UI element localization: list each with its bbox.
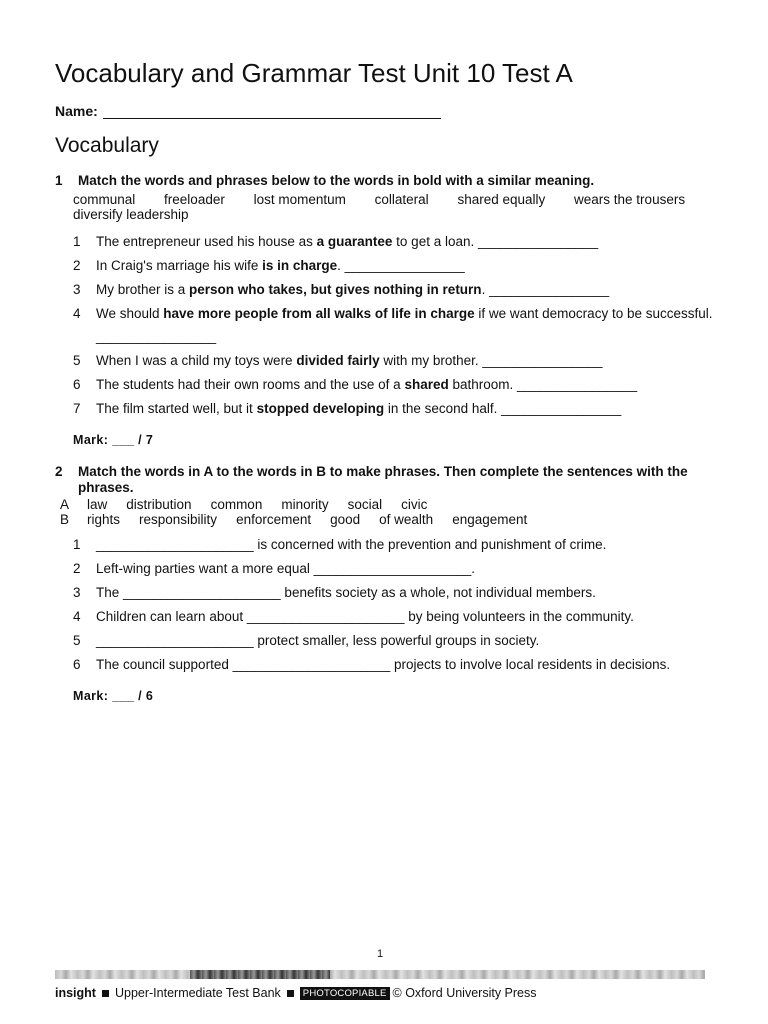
- brand-logo: insight: [55, 986, 96, 1000]
- name-field[interactable]: [103, 104, 441, 119]
- row-a-word: minority: [281, 497, 329, 512]
- list-item: [73, 230, 715, 253]
- section-heading-vocabulary: Vocabulary: [55, 134, 159, 157]
- row-a: [60, 497, 715, 512]
- item-text: When I was a child my toys were divided fairly with my brother. ________________: [96, 353, 603, 368]
- list-item: [73, 349, 715, 372]
- item-text: _____________________ is concerned with the prevention and punishment of crime.: [96, 537, 607, 552]
- footer: [55, 986, 537, 1000]
- publisher: © Oxford University Press: [392, 986, 537, 1000]
- list-item: [73, 653, 715, 676]
- row-b-word: responsibility: [139, 512, 218, 527]
- square-bullet-icon: [287, 990, 294, 997]
- task-1-instruction: [55, 173, 715, 189]
- row-a-word: civic: [401, 497, 428, 512]
- item-number: 2: [73, 561, 81, 576]
- list-item: [73, 605, 715, 628]
- task-1-number: 1: [55, 173, 63, 188]
- row-a-word: law: [87, 497, 108, 512]
- book-title: Upper-Intermediate Test Bank: [114, 986, 281, 1000]
- item-number: 2: [73, 258, 81, 273]
- word-bank-item: diversify leadership: [73, 207, 189, 222]
- page-number: 1: [376, 948, 384, 960]
- item-text: The students had their own rooms and the use of a shared bathroom. ________________: [96, 377, 638, 392]
- word-bank: [73, 192, 715, 222]
- item-number: 5: [73, 633, 81, 648]
- task-2-number: 2: [55, 464, 63, 479]
- word-bank-item: freeloader: [164, 192, 225, 207]
- item-text: My brother is a person who takes, but gives nothing in return. ________________: [96, 282, 610, 297]
- item-number: 5: [73, 353, 81, 368]
- item-number: 1: [73, 234, 81, 249]
- word-bank-item: lost momentum: [253, 192, 346, 207]
- task-2: [55, 464, 715, 703]
- task-2-instruction-text: Match the words in A to the words in B to make phrases. Then complete the sentences with the phrases.: [78, 464, 688, 495]
- item-number: 6: [73, 377, 81, 392]
- row-b-word: enforcement: [236, 512, 312, 527]
- footer-decorative-band: [55, 970, 705, 979]
- item-number: 4: [73, 306, 81, 321]
- item-text: The council supported _____________________ projects to involve local residents in decisions.: [96, 657, 671, 672]
- photocopiable-badge: PHOTOCOPIABLE: [300, 987, 390, 1000]
- task-1: [55, 173, 715, 447]
- item-number: 4: [73, 609, 81, 624]
- page-title: Vocabulary and Grammar Test Unit 10 Test A: [55, 58, 573, 88]
- list-item: [73, 397, 715, 420]
- task-1-items: [73, 230, 715, 420]
- word-bank-item: communal: [73, 192, 136, 207]
- list-item: [73, 557, 715, 580]
- item-number: 3: [73, 282, 81, 297]
- task-2-items: [73, 533, 715, 676]
- list-item: [73, 302, 715, 348]
- row-a-label: A: [60, 497, 70, 512]
- word-bank-item: shared equally: [457, 192, 546, 207]
- word-bank-item: wears the trousers: [574, 192, 686, 207]
- item-number: 6: [73, 657, 81, 672]
- word-bank-item: collateral: [374, 192, 429, 207]
- list-item: [73, 629, 715, 652]
- item-text: The _____________________ benefits society as a whole, not individual members.: [96, 585, 596, 600]
- item-text: The film started well, but it stopped developing in the second half. ________________: [96, 401, 622, 416]
- task-2-mark: Mark: ___ / 6: [73, 689, 154, 703]
- row-b-word: rights: [87, 512, 121, 527]
- item-text: The entrepreneur used his house as a guarantee to get a loan. ________________: [96, 234, 599, 249]
- list-item: [73, 254, 715, 277]
- square-bullet-icon: [102, 990, 109, 997]
- row-a-word: social: [347, 497, 383, 512]
- item-text: Children can learn about _____________________ by being volunteers in the community.: [96, 609, 634, 624]
- item-text: In Craig's marriage his wife is in charge. ________________: [96, 258, 465, 273]
- row-b-word: good: [330, 512, 361, 527]
- row-b-word: of wealth: [379, 512, 434, 527]
- item-number: 7: [73, 401, 81, 416]
- item-text: We should have more people from all walks of life in charge if we want democracy to be successful. ________________: [96, 306, 713, 344]
- name-label: Name:: [55, 103, 98, 119]
- item-number: 1: [73, 537, 81, 552]
- task-1-instruction-text: Match the words and phrases below to the words in bold with a similar meaning.: [78, 173, 595, 188]
- row-a-word: common: [210, 497, 263, 512]
- row-b: [60, 512, 715, 527]
- item-text: _____________________ protect smaller, less powerful groups in society.: [96, 633, 540, 648]
- list-item: [73, 278, 715, 301]
- name-field-row: [55, 103, 441, 119]
- item-text: Left-wing parties want a more equal _____________________.: [96, 561, 476, 576]
- task-2-instruction: [55, 464, 715, 496]
- row-a-word: distribution: [126, 497, 192, 512]
- task-1-mark: Mark: ___ / 7: [73, 433, 154, 447]
- row-b-label: B: [60, 512, 70, 527]
- list-item: [73, 373, 715, 396]
- item-number: 3: [73, 585, 81, 600]
- footer-band-image: [190, 970, 330, 979]
- row-b-word: engagement: [452, 512, 528, 527]
- list-item: [73, 533, 715, 556]
- list-item: [73, 581, 715, 604]
